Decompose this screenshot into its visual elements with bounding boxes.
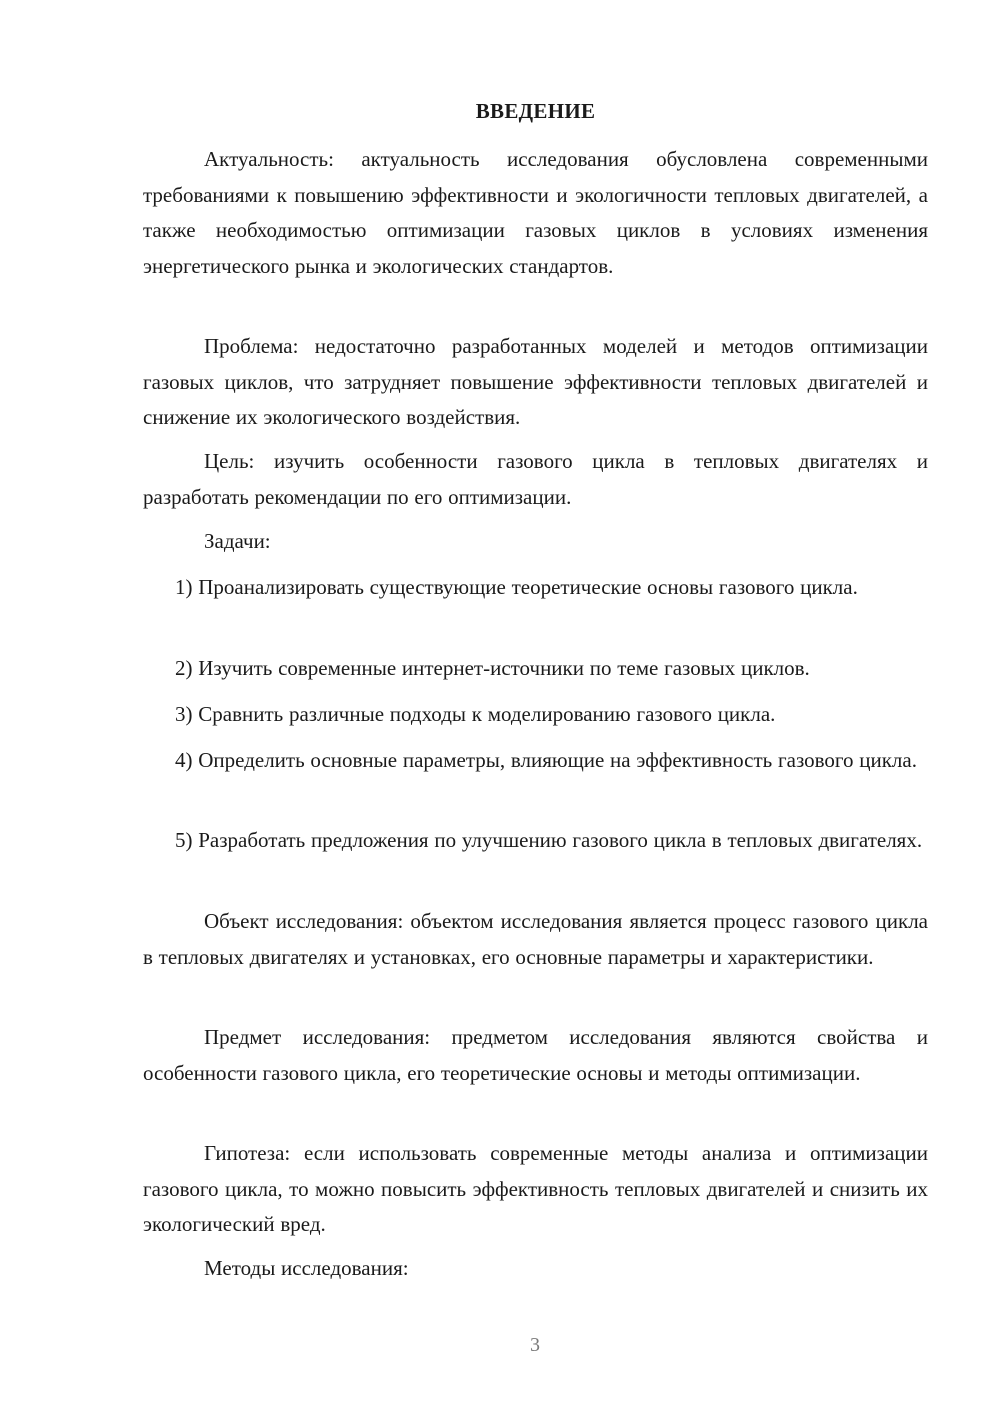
task-item-5: 5) Разработать предложения по улучшению газового цикла в тепловых двигателях. — [175, 828, 923, 852]
tasks-title: Задачи: — [204, 529, 271, 553]
paragraph-subject: Предмет исследования: предметом исследования являются свойства и особенности газового цикла, его теоретические основы и методы оптимизации. — [143, 1025, 928, 1085]
paragraph-relevance: Актуальность: актуальность исследования обусловлена современными требованиями к повышению эффективности и экологичности тепловых двигателей, а также необходимостью оптимизации газовых циклов в условиях изменения энергетического рынка и экологических стандартов. — [143, 147, 928, 278]
task-item-2: 2) Изучить современные интернет-источники по теме газовых циклов. — [175, 656, 810, 680]
task-item-3: 3) Сравнить различные подходы к моделированию газового цикла. — [175, 702, 776, 726]
paragraph-methods: Методы исследования: — [204, 1256, 409, 1280]
paragraph-hypothesis: Гипотеза: если использовать современные методы анализа и оптимизации газового цикла, то можно повысить эффективность тепловых двигателей и снизить их экологический вред. — [143, 1141, 928, 1236]
paragraph-goal: Цель: изучить особенности газового цикла в тепловых двигателях и разработать рекомендации по его оптимизации. — [143, 449, 928, 509]
page-number: 3 — [530, 1334, 540, 1356]
paragraph-problem: Проблема: недостаточно разработанных моделей и методов оптимизации газовых циклов, что затрудняет повышение эффективности тепловых двигателей и снижение их экологического воздействия. — [143, 334, 928, 429]
task-item-4: 4) Определить основные параметры, влияющие на эффективность газового цикла. — [175, 748, 917, 772]
paragraph-object: Объект исследования: объектом исследования является процесс газового цикла в тепловых двигателях и установках, его основные параметры и характеристики. — [143, 909, 928, 969]
task-item-1: 1) Проанализировать существующие теоретические основы газового цикла. — [175, 575, 858, 599]
section-heading: ВВЕДЕНИЕ — [475, 99, 596, 123]
